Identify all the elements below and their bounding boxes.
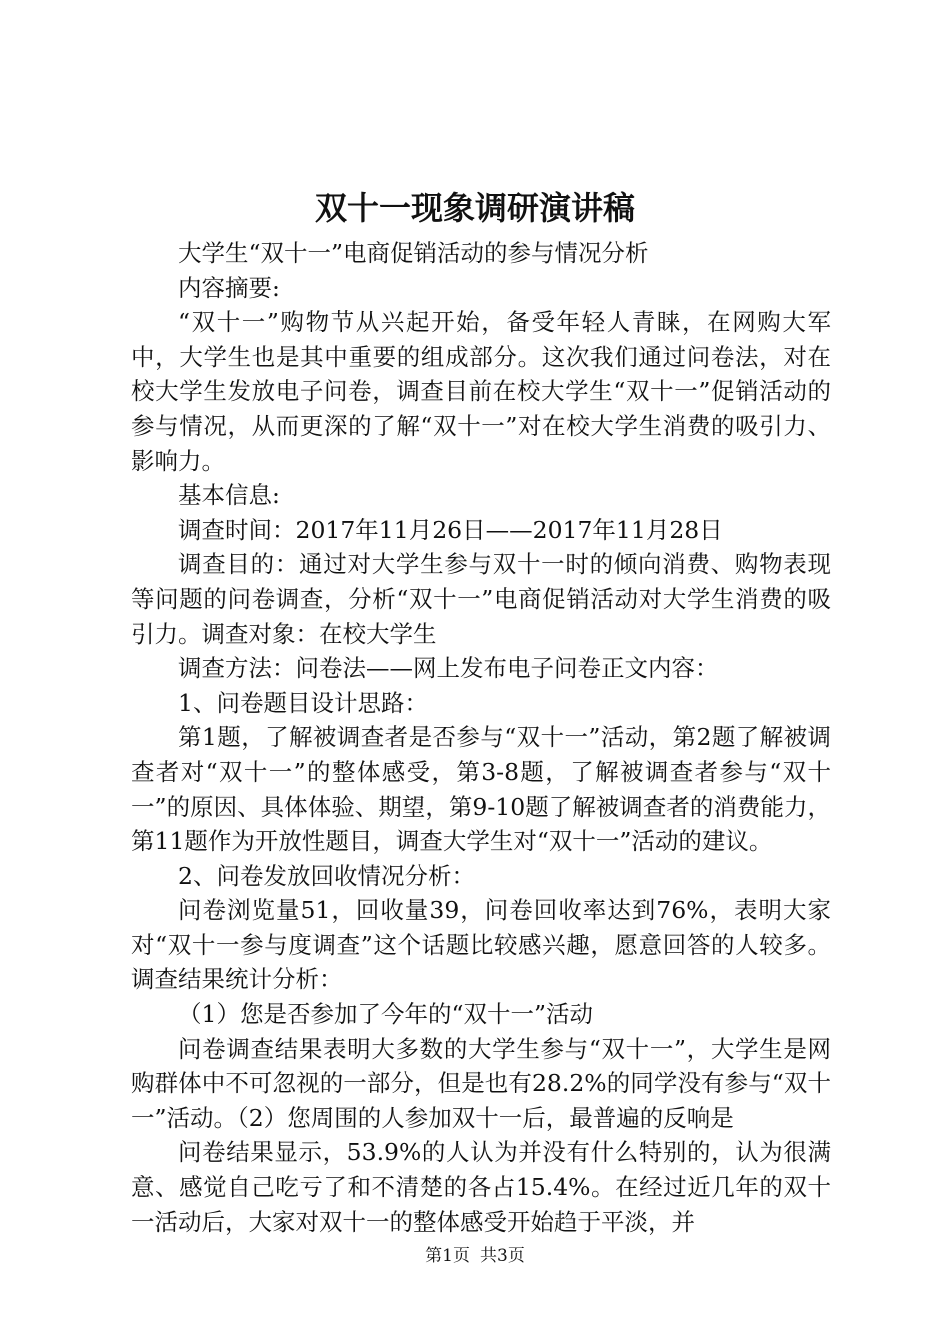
paragraph-question-1: （1）您是否参加了今年的“双十一”活动 — [178, 1000, 593, 1029]
paragraph-abstract-heading: 内容摘要: — [178, 273, 280, 302]
paragraph-collection-heading: 2、问卷发放回收情况分析： — [178, 861, 475, 890]
paragraph-survey-purpose: 调查目的：通过对大学生参与双十一时的倾向消费、购物表现等问题的问卷调查，分析“双十一”电商促销活动对大学生消费的吸引力。调查对象：在校大学生 — [131, 550, 831, 648]
paragraph-collection: 问卷浏览量51，回收量39，问卷回收率达到76%，表明大家对“双十一参与度调查”这个话题比较感兴趣，愿意回答的人较多。调查结果统计分析： — [131, 896, 831, 994]
paragraph-survey-time: 调查时间：2017年11月26日——2017年11月28日 — [178, 515, 723, 544]
paragraph-result-2: 问卷结果显示，53.9%的人认为并没有什么特别的，认为很满意、感觉自己吃亏了和不清楚的各占15.4%。在经过近几年的双十一活动后，大家对双十一的整体感受开始趋于平淡，并 — [131, 1138, 831, 1236]
paragraph-subtitle: 大学生“双十一”电商促销活动的参与情况分析 — [178, 239, 649, 267]
page-total: 共3页 — [480, 1246, 525, 1266]
paragraph-result-1: 问卷调查结果表明大多数的大学生参与“双十一”，大学生是网购群体中不可忽视的一部分，但是也有28.2%的同学没有参与“双十一”活动。（2）您周围的人参加双十一后，最普遍的反响是 — [131, 1034, 831, 1132]
page-footer — [0, 1244, 950, 1268]
paragraph-abstract: “双十一”购物节从兴起开始，备受年轻人青睐，在网购大军中，大学生也是其中重要的组成部分。这次我们通过问卷法，对在校大学生发放电子问卷，调查目前在校大学生“双十一”促销活动的参与情况，从而更深的了解“双十一”对在校大学生消费的吸引力、影响力。 — [131, 308, 831, 475]
paragraph-basic-info-heading: 基本信息: — [178, 481, 280, 510]
document-body — [131, 236, 831, 1239]
paragraph-design: 第1题，了解被调查者是否参与“双十一”活动，第2题了解被调查者对“双十一”的整体感受，第3-8题，了解被调查者参与“双十一”的原因、具体体验、期望，第9-10题了解被调查者的消费能力，第11题作为开放性题目，调查大学生对“双十一”活动的建议。 — [131, 723, 831, 856]
paragraph-survey-method: 调查方法：问卷法——网上发布电子问卷正文内容： — [178, 654, 719, 683]
document-title: 双十一现象调研演讲稿 — [314, 189, 635, 227]
paragraph-design-heading: 1、问卷题目设计思路： — [178, 688, 428, 717]
page-number: 第1页 — [425, 1246, 470, 1266]
